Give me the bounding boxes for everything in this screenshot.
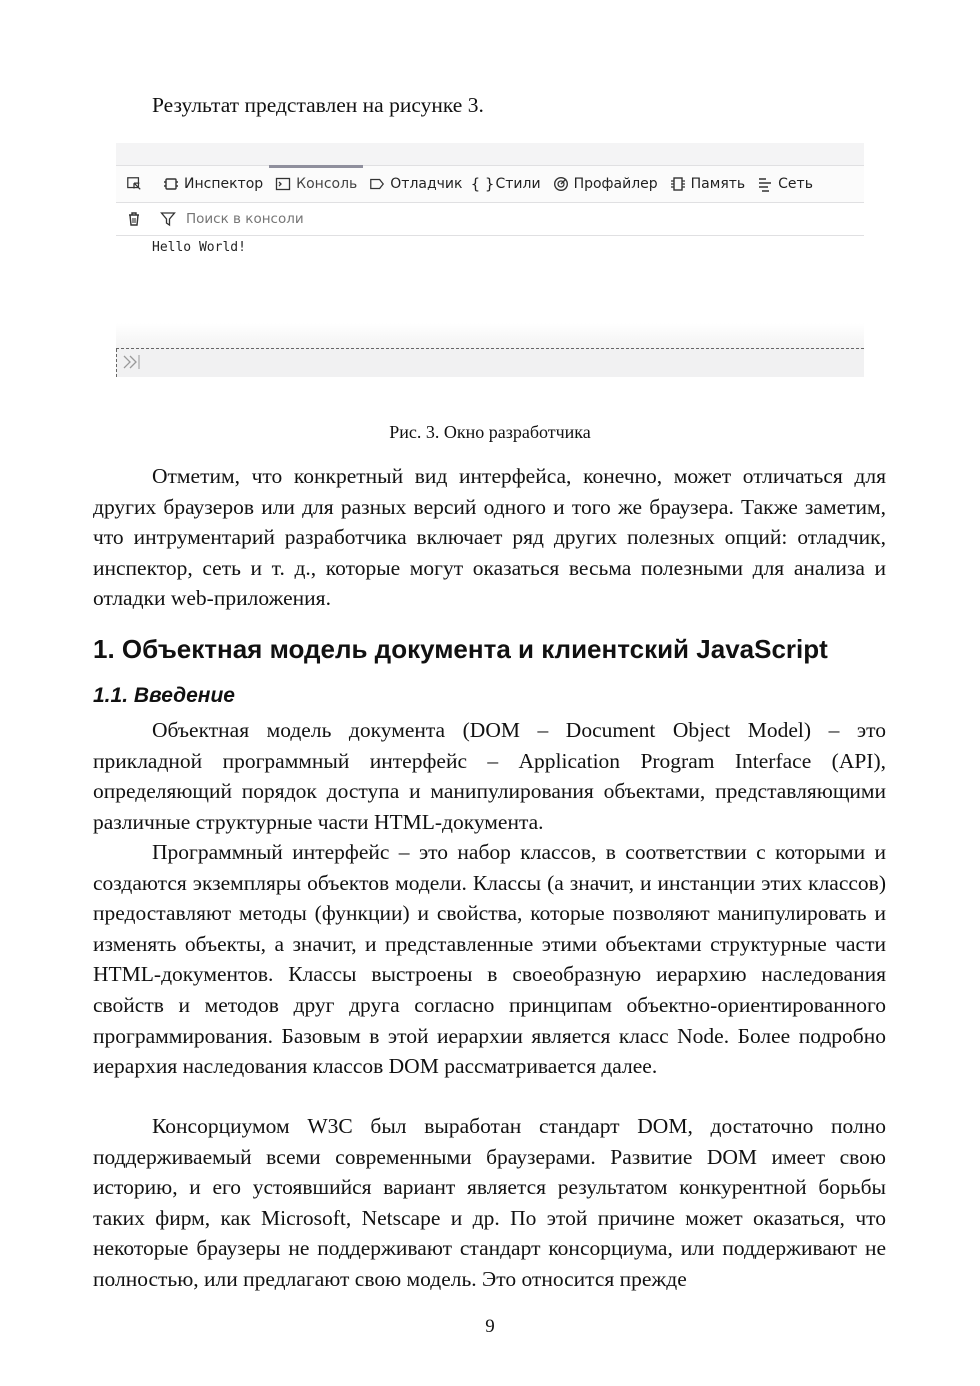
tab-network[interactable] (751, 166, 819, 202)
devtools-top-strip (116, 143, 864, 165)
page-number: 9 (485, 1316, 495, 1337)
console-fade (116, 323, 864, 348)
profiler-icon (553, 176, 569, 192)
tab-memory-label: Память (690, 176, 746, 192)
tab-console-label: Консоль (296, 176, 358, 192)
devtools-tabbar (116, 165, 864, 203)
figure-caption: Рис. 3. Окно разработчика (389, 422, 591, 442)
network-icon (757, 176, 773, 192)
console-output-line: Hello World! (152, 240, 246, 255)
tab-memory[interactable] (664, 166, 752, 202)
tab-network-label: Сеть (778, 176, 813, 192)
paragraph: Объектная модель документа (DOM – Document Object Model) – это прикладной программный интерфейс – Application Program Interface (API), определяющий порядок доступа и манипулирования объектами, представляющими различные структурные части HTML-документа. (93, 718, 886, 834)
element-picker-button[interactable] (116, 166, 157, 202)
tab-inspector[interactable] (157, 166, 269, 202)
debugger-icon (369, 176, 385, 192)
section-heading: 1. Объектная модель документа и клиентский JavaScript (93, 634, 828, 664)
chevron-prompt-icon (122, 353, 142, 375)
console-icon (275, 176, 291, 192)
tab-profiler-label: Профайлер (573, 176, 658, 192)
tab-console[interactable] (269, 166, 363, 202)
paragraph: Консорциумом W3C был выработан стандарт DOM, достаточно полно поддерживаемый всеми современными браузерами. Развитие DOM имеет свою историю, и его устоявшийся вариант является результатом конкурентной борьбы таких фирм, как Microsoft, Netscape и др. По этой причине может оказаться, что некоторые браузеры не поддерживают стандарт консорциума, или поддерживают не полностью, или предлагают свою модель. Это относится прежде (93, 1114, 886, 1291)
tab-styles-label: Стили (495, 176, 541, 192)
filter-icon[interactable] (160, 211, 176, 227)
console-search-input[interactable] (184, 210, 488, 228)
trash-icon[interactable] (126, 211, 142, 227)
braces-icon: { } (470, 175, 495, 193)
paragraph: Программный интерфейс – это набор классов, в соответствии с которыми и создаются экземпляры объектов модели. Классы (а значит, и инстанции этих классов) предоставляют методы (функции) и свойства, которые позволяют манипулировать и изменять объекты, а значит, и представленные этими объектами структурные части HTML-документов. Классы выстроены в своеобразную иерархию наследования свойств и методов друг друга согласно принципам объектно-ориентированного программирования. Базовым в этой иерархии является класс Node. Более подробно иерархия наследования классов DOM рассматривается далее. (93, 840, 886, 1079)
tab-inspector-label: Инспектор (184, 176, 264, 192)
paragraph: Отметим, что конкретный вид интерфейса, конечно, может отличаться для других браузеров или для разных версий одного и того же браузера. Также заметим, что интрументарий разработчика включает ряд других полезных опций: отладчик, инспектор, сеть и т. д., которые могут оказаться весьма полезными для анализа и отладки web-приложения. (93, 464, 886, 611)
tab-debugger-label: Отладчик (390, 176, 463, 192)
element-picker-icon (126, 176, 142, 192)
inspector-icon (163, 176, 179, 192)
console-input-border (116, 349, 117, 377)
console-input[interactable] (116, 348, 864, 377)
intro-text: Результат представлен на рисунке 3. (152, 93, 484, 117)
memory-icon (670, 176, 686, 192)
subsection-heading: 1.1. Введение (93, 684, 235, 707)
tab-profiler[interactable] (547, 166, 664, 202)
tab-styles[interactable] (469, 166, 547, 202)
devtools-screenshot (116, 143, 864, 376)
console-toolbar (116, 202, 864, 236)
tab-debugger[interactable] (363, 166, 468, 202)
